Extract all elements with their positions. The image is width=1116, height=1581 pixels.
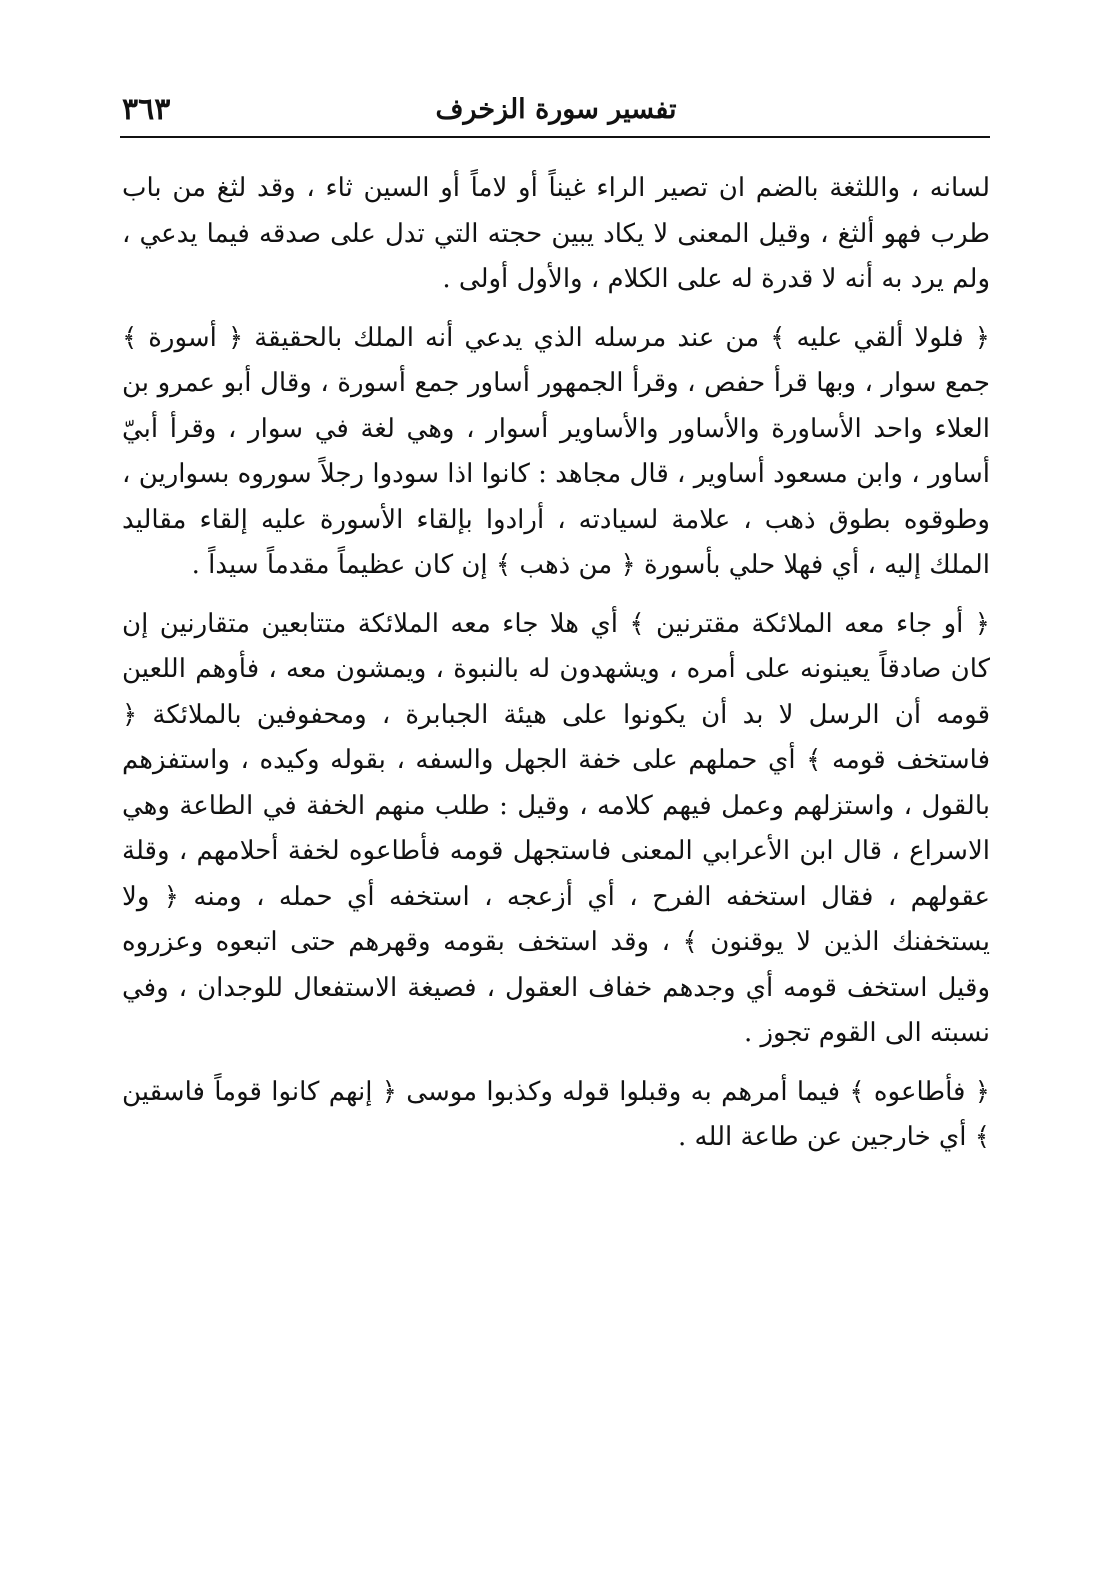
header-divider	[120, 136, 990, 138]
paragraph: ﴿ فلولا ألقي عليه ﴾ من عند مرسله الذي يدعي أنه الملك بالحقيقة ﴿ أسورة ﴾ جمع سوار ، وبها قرأ حفص ، وقرأ الجمهور أساور جمع أسورة ، وقال أبو عمرو بن العلاء واحد الأساورة والأساور والأساوير أسوار ، وهي لغة في سوار ، وقرأ أبيّ أساور ، وابن مسعود أساوير ، قال مجاهد : كانوا اذا سودوا رجلاً سوروه بسوارين ، وطوقوه بطوق ذهب ، علامة لسيادته ، أرادوا بإلقاء الأسورة عليه إلقاء مقاليد الملك إليه ، أي فهلا حلي بأسورة ﴿ من ذهب ﴾ إن كان عظيماً مقدماً سيداً .	[122, 322, 990, 580]
paragraph: ﴿ فأطاعوه ﴾ فيما أمرهم به وقبلوا قوله وكذبوا موسى ﴿ إنهم كانوا قوماً فاسقين ﴾ أي خارجين عن طاعة الله .	[122, 1076, 990, 1152]
page-header	[122, 70, 990, 134]
paragraph: لسانه ، واللثغة بالضم ان تصير الراء غيناً أو لاماً أو السين ثاء ، وقد لثغ من باب طرب فهو ألثغ ، وقيل المعنى لا يكاد يبين حجته التي تدل على صدقه فيما يدعي ، ولم يرد به أنه لا قدرة له على الكلام ، والأول أولى .	[122, 173, 990, 294]
running-title: تفسير سورة الزخرف	[435, 94, 677, 125]
body-text	[122, 166, 990, 1161]
page-number: ٣٦٣	[122, 92, 171, 127]
paragraph: ﴿ أو جاء معه الملائكة مقترنين ﴾ أي هلا جاء معه الملائكة متتابعين متقارنين إن كان صادقاً يعينونه على أمره ، ويشهدون له بالنبوة ، ويمشون معه ، فأوهم اللعين قومه أن الرسل لا بد أن يكونوا على هيئة الجبابرة ، ومحفوفين بالملائكة ﴿ فاستخف قومه ﴾ أي حملهم على خفة الجهل والسفه ، بقوله وكيده ، واستفزهم بالقول ، واستزلهم وعمل فيهم كلامه ، وقيل : طلب منهم الخفة في الطاعة وهي الاسراع ، قال ابن الأعرابي المعنى فاستجهل قومه فأطاعوه لخفة أحلامهم ، وقلة عقولهم ، فقال استخفه الفرح ، أي أزعجه ، استخفه أي حمله ، ومنه ﴿ ولا يستخفنك الذين لا يوقنون ﴾ ، وقد استخف بقومه وقهرهم حتى اتبعوه وعزروه وقيل استخف قومه أي وجدهم خفاف العقول ، فصيغة الاستفعال للوجدان ، وفي نسبته الى القوم تجوز .	[122, 608, 990, 1048]
document-page	[122, 70, 990, 1530]
